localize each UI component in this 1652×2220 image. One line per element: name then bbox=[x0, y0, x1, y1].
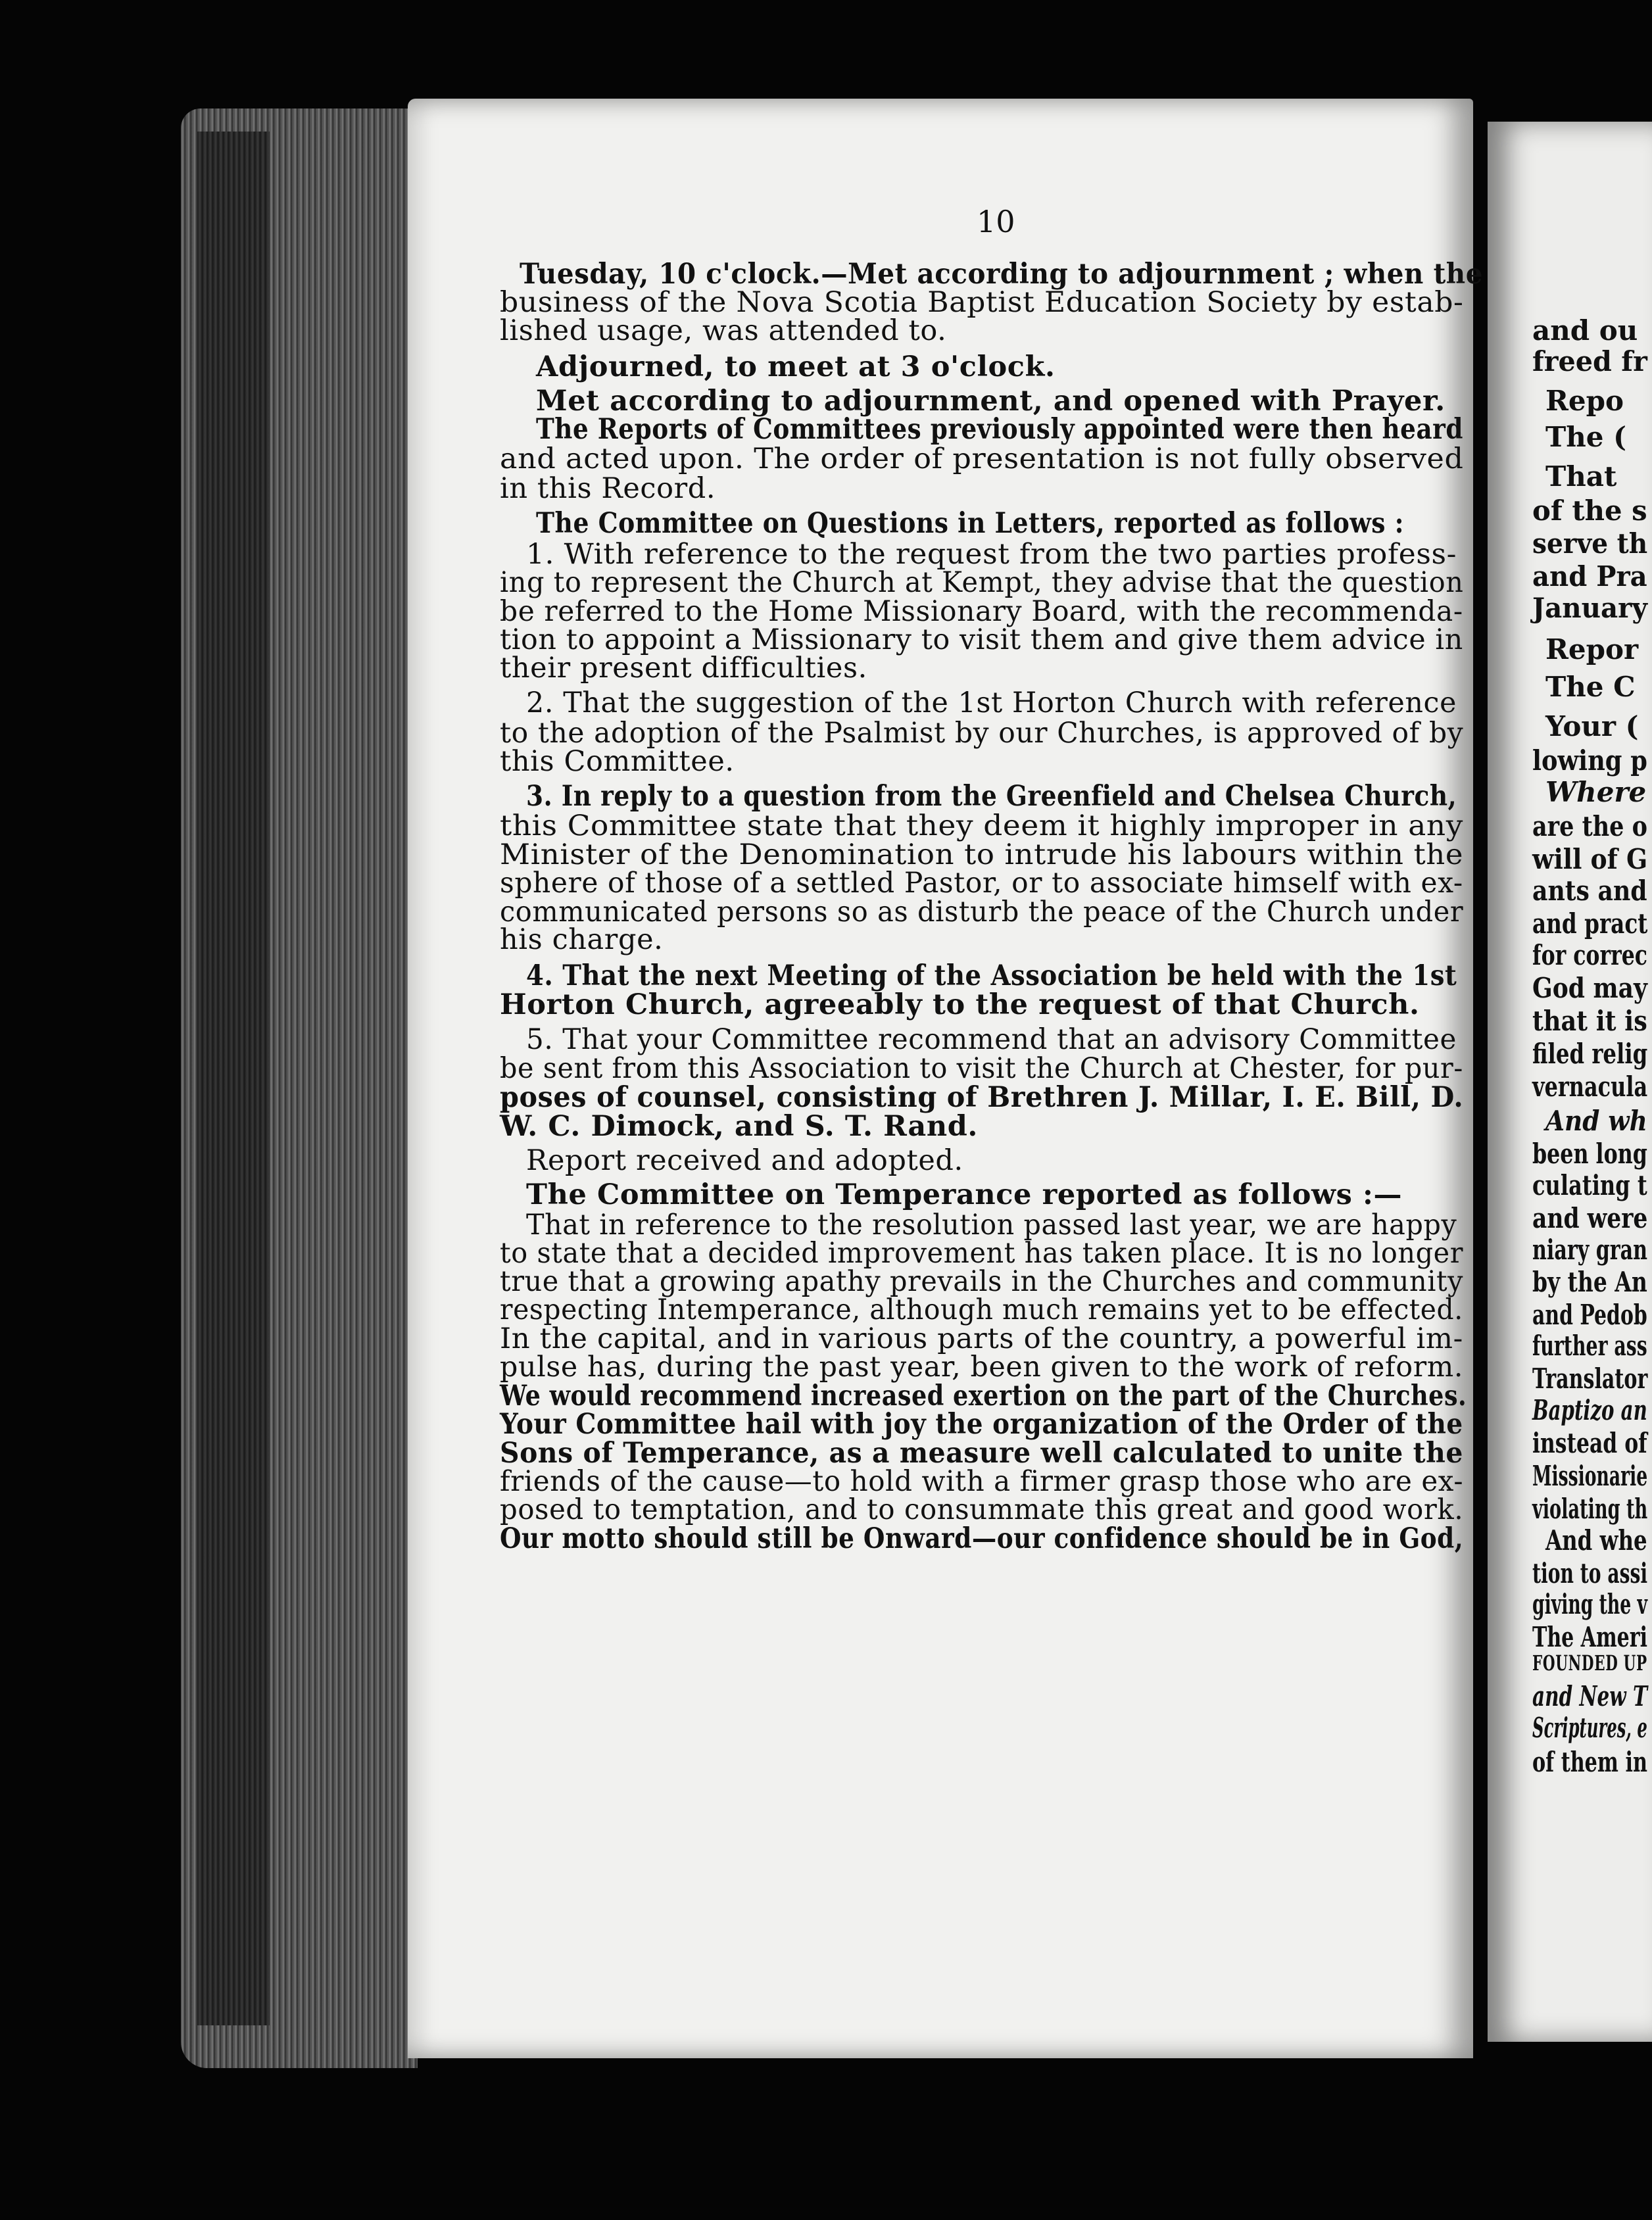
text-line: Minister of the Denomination to intrude his labours within the bbox=[500, 838, 1464, 871]
right-page-text-line: Missionarie bbox=[1532, 1460, 1648, 1492]
text-line: poses of counsel, consisting of Brethren J. Millar, I. E. Bill, D. bbox=[500, 1081, 1464, 1114]
right-page-text-line: Translator bbox=[1532, 1363, 1648, 1395]
right-page-text-line: filed relig bbox=[1532, 1038, 1648, 1070]
right-page-text-line: of the s bbox=[1532, 495, 1647, 527]
text-line: Tuesday, 10 c'clock.—Met according to adjournment ; when the bbox=[520, 258, 1483, 291]
text-line: be sent from this Association to visit the Church at Chester, for pur- bbox=[500, 1052, 1463, 1085]
text-line: to state that a decided improvement has taken place. It is no longer bbox=[500, 1237, 1464, 1270]
text-line: We would recommend increased exertion on the part of the Churches. bbox=[500, 1380, 1467, 1412]
right-page-text-line: lowing p bbox=[1532, 744, 1647, 777]
right-page-text-line: and pract bbox=[1532, 907, 1648, 940]
text-line: Report received and adopted. bbox=[526, 1144, 963, 1177]
right-page-text-line: And whe bbox=[1545, 1524, 1647, 1556]
right-page-text-line: for correc bbox=[1532, 939, 1647, 971]
right-page-text-line: instead of bbox=[1532, 1427, 1647, 1459]
right-page-text-line: Scriptures, e bbox=[1532, 1712, 1647, 1744]
right-page-text-line: tion to assi bbox=[1532, 1557, 1648, 1589]
right-page-text-line: That bbox=[1545, 460, 1617, 493]
right-page-text-line: niary gran bbox=[1532, 1234, 1648, 1266]
page-number: 10 bbox=[977, 204, 1015, 239]
right-page-text-line: Repor bbox=[1545, 633, 1639, 665]
right-page-text-line: Baptizo an bbox=[1532, 1394, 1647, 1426]
text-line: The Reports of Committees previously appointed were then heard bbox=[536, 413, 1463, 446]
text-line: this Committee. bbox=[500, 745, 735, 778]
text-line: their present difficulties. bbox=[500, 652, 867, 685]
right-page-text-line: and were bbox=[1532, 1202, 1648, 1234]
text-line: his charge. bbox=[500, 923, 664, 956]
right-page-text-line: God may bbox=[1532, 972, 1647, 1004]
text-line: respecting Intemperance, although much remains yet to be effected. bbox=[500, 1293, 1463, 1326]
right-page-text-line: and Pra bbox=[1532, 560, 1647, 592]
text-line: in this Record. bbox=[500, 472, 716, 505]
right-page-text-line: and Pedob bbox=[1532, 1299, 1647, 1331]
right-page-text-line: And wh bbox=[1545, 1105, 1647, 1137]
right-page-text-line: Repo bbox=[1545, 385, 1624, 417]
text-line: true that a growing apathy prevails in the Churches and community bbox=[500, 1265, 1464, 1298]
right-page-text-line: and ou bbox=[1532, 314, 1638, 347]
text-line: tion to appoint a Missionary to visit them and give them advice in bbox=[500, 623, 1463, 656]
text-line: business of the Nova Scotia Baptist Education Society by estab- bbox=[500, 286, 1464, 319]
text-line: this Committee state that they deem it highly improper in any bbox=[500, 809, 1463, 842]
text-line: communicated persons so as disturb the peace of the Church under bbox=[500, 896, 1464, 929]
text-line: 1. With reference to the request from the two parties profess- bbox=[526, 538, 1457, 571]
right-page-text-line: and New T bbox=[1532, 1680, 1647, 1712]
text-line: 2. That the suggestion of the 1st Horton Church with reference bbox=[526, 687, 1457, 719]
text-line: 4. That the next Meeting of the Association be held with the 1st bbox=[526, 959, 1457, 992]
right-page-text-line: been long bbox=[1532, 1138, 1647, 1170]
text-line: The Committee on Questions in Letters, reported as follows : bbox=[536, 507, 1405, 540]
right-page-text-line: Where bbox=[1545, 776, 1647, 808]
text-line: to the adoption of the Psalmist by our Churches, is approved of by bbox=[500, 717, 1464, 750]
text-line: Met according to adjournment, and opened with Prayer. bbox=[536, 385, 1446, 418]
text-line: ing to represent the Church at Kempt, they advise that the question bbox=[500, 566, 1464, 599]
right-page-text-line: that it is bbox=[1532, 1005, 1647, 1037]
text-line: Your Committee hail with joy the organization of the Order of the bbox=[500, 1408, 1463, 1441]
right-page-text-line: FOUNDED UP bbox=[1532, 1651, 1647, 1676]
text-line: 3. In reply to a question from the Greenfield and Chelsea Church, bbox=[526, 780, 1457, 813]
right-page-text-line: culating t bbox=[1532, 1169, 1647, 1201]
right-page-text-line: by the An bbox=[1532, 1266, 1647, 1298]
right-page-text-line: The Ameri bbox=[1532, 1621, 1647, 1653]
right-page-text-line: The ( bbox=[1545, 421, 1627, 453]
text-line: and acted upon. The order of presentation is not fully observed bbox=[500, 443, 1464, 475]
right-page-text-line: further ass bbox=[1532, 1330, 1647, 1362]
text-line: Sons of Temperance, as a measure well calculated to unite the bbox=[500, 1437, 1463, 1470]
right-page-text-line: giving the v bbox=[1532, 1588, 1647, 1620]
right-page-text-line: January bbox=[1532, 592, 1647, 624]
right-page-text-line: will of G bbox=[1532, 843, 1648, 875]
text-line: be referred to the Home Missionary Board, with the recommenda- bbox=[500, 595, 1463, 628]
text-line: sphere of those of a settled Pastor, or to associate himself with ex- bbox=[500, 867, 1463, 900]
right-page-text-line: are the o bbox=[1532, 810, 1647, 842]
text-line: Horton Church, agreeably to the request of that Church. bbox=[500, 988, 1420, 1021]
text-line: lished usage, was attended to. bbox=[500, 314, 947, 347]
right-page-text-line: The C bbox=[1545, 671, 1636, 703]
text-line: Our motto should still be Onward—our confidence should be in God, bbox=[500, 1522, 1464, 1555]
text-line: That in reference to the resolution passed last year, we are happy bbox=[526, 1209, 1457, 1242]
right-page-text-line: of them in bbox=[1532, 1746, 1647, 1778]
right-page-text-line: serve th bbox=[1532, 527, 1648, 560]
text-line: friends of the cause—to hold with a firmer grasp those who are ex- bbox=[500, 1465, 1464, 1498]
text-line: In the capital, and in various parts of the country, a powerful im- bbox=[500, 1322, 1463, 1355]
right-page-text-line: violating th bbox=[1532, 1493, 1648, 1525]
book-spine-edge bbox=[197, 132, 270, 2025]
text-line: W. C. Dimock, and S. T. Rand. bbox=[500, 1110, 978, 1143]
right-page-text-line: vernacula bbox=[1532, 1071, 1648, 1103]
text-line: Adjourned, to meet at 3 o'clock. bbox=[536, 350, 1056, 383]
text-line: pulse has, during the past year, been given to the work of reform. bbox=[500, 1351, 1464, 1384]
text-line: 5. That your Committee recommend that an advisory Committee bbox=[526, 1023, 1457, 1056]
right-page-text-line: freed fr bbox=[1532, 345, 1647, 377]
text-line: posed to temptation, and to consummate this great and good work. bbox=[500, 1493, 1464, 1526]
right-page-text-line: ants and bbox=[1532, 875, 1647, 907]
text-line: The Committee on Temperance reported as follows :— bbox=[526, 1178, 1403, 1211]
right-page-text-line: Your ( bbox=[1545, 710, 1639, 742]
